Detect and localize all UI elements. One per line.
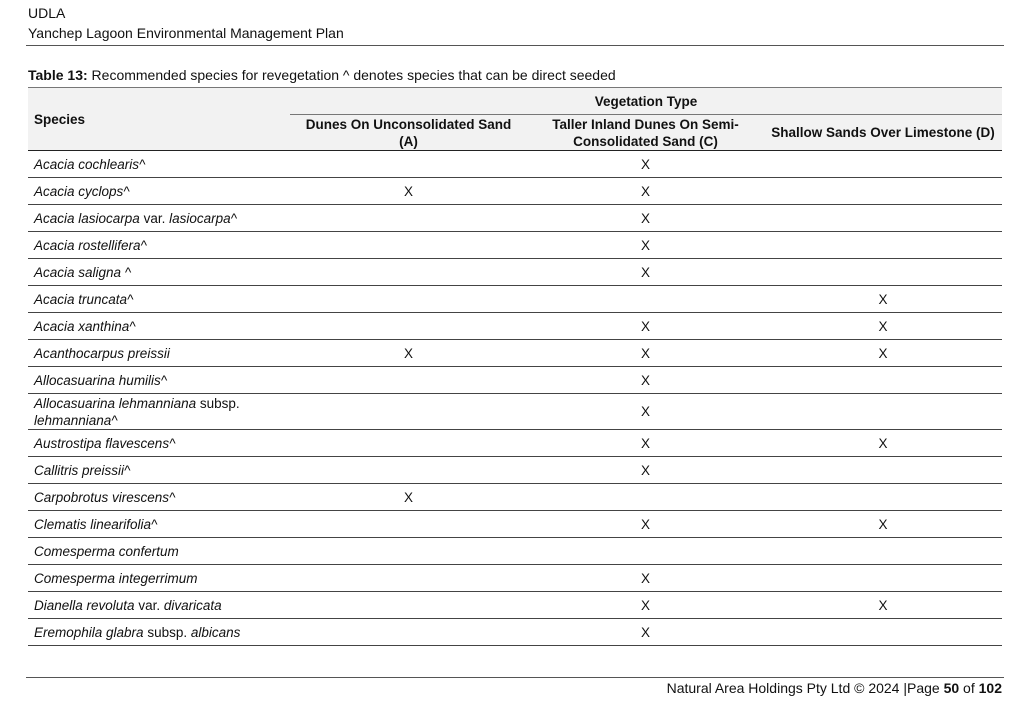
table-body	[28, 151, 1002, 646]
table-row	[28, 511, 1002, 538]
mark-col-d	[764, 484, 1002, 511]
mark-col-d	[764, 457, 1002, 484]
species-name-part: lehmanniana^	[34, 412, 118, 428]
mark-col-c: X	[527, 430, 764, 457]
species-name	[28, 340, 290, 367]
species-column-header: Species	[28, 88, 290, 151]
table-row	[28, 538, 1002, 565]
mark-col-d: X	[764, 592, 1002, 619]
species-name	[28, 286, 290, 313]
table-row	[28, 286, 1002, 313]
mark-col-d	[764, 205, 1002, 232]
mark-col-c: X	[527, 151, 764, 178]
mark-col-c	[527, 538, 764, 565]
mark-col-d: X	[764, 286, 1002, 313]
mark-col-a	[290, 619, 527, 646]
mark-col-a	[290, 538, 527, 565]
table-row	[28, 430, 1002, 457]
species-name-part: Acacia saligna ^	[34, 264, 132, 280]
mark-col-a	[290, 457, 527, 484]
species-name-part: albicans	[190, 624, 241, 640]
mark-col-d	[764, 178, 1002, 205]
mark-col-d	[764, 259, 1002, 286]
species-name	[28, 592, 290, 619]
species-name-part: Acacia cyclops^	[34, 183, 130, 199]
mark-col-c	[527, 286, 764, 313]
mark-col-d	[764, 619, 1002, 646]
species-name	[28, 151, 290, 178]
mark-col-a	[290, 286, 527, 313]
page-total: 102	[978, 680, 1002, 696]
mark-col-d	[764, 538, 1002, 565]
mark-col-a	[290, 205, 527, 232]
table-row	[28, 592, 1002, 619]
table-row	[28, 259, 1002, 286]
table-caption	[28, 66, 616, 84]
species-name-part: var.	[139, 210, 170, 226]
species-name-part: subsp.	[196, 395, 240, 411]
species-name	[28, 565, 290, 592]
species-name-part: Comesperma confertum	[34, 543, 179, 559]
table-row	[28, 367, 1002, 394]
species-name-part: Allocasuarina lehmanniana	[34, 395, 197, 411]
species-name	[28, 367, 290, 394]
vegetation-type-header: Vegetation Type	[290, 88, 1002, 115]
species-name-part: Acacia xanthina^	[34, 318, 136, 334]
column-header-c: Taller Inland Dunes On Semi-Consolidated Sand (C)	[527, 115, 764, 151]
header-title: Yanchep Lagoon Environmental Management Plan	[28, 25, 344, 41]
table-row	[28, 457, 1002, 484]
footer-of: of	[959, 680, 979, 696]
mark-col-d	[764, 565, 1002, 592]
mark-col-c: X	[527, 457, 764, 484]
species-name-part: divaricata	[163, 597, 222, 613]
mark-col-c: X	[527, 592, 764, 619]
species-name	[28, 232, 290, 259]
header-divider	[26, 45, 1004, 46]
table-row	[28, 232, 1002, 259]
species-name-part: lasiocarpa^	[169, 210, 237, 226]
table-row	[28, 484, 1002, 511]
species-name-part: Comesperma integerrimum	[34, 570, 198, 586]
mark-col-a	[290, 151, 527, 178]
header-org: UDLA	[28, 5, 66, 21]
mark-col-a	[290, 430, 527, 457]
species-name	[28, 484, 290, 511]
species-name-part: var.	[134, 597, 164, 613]
species-name	[28, 394, 290, 430]
mark-col-a	[290, 232, 527, 259]
species-name	[28, 259, 290, 286]
species-name	[28, 178, 290, 205]
species-name	[28, 538, 290, 565]
table-row	[28, 178, 1002, 205]
table-row	[28, 565, 1002, 592]
mark-col-c: X	[527, 205, 764, 232]
species-name	[28, 205, 290, 232]
species-name-part: Allocasuarina humilis^	[34, 372, 168, 388]
mark-col-a: X	[290, 484, 527, 511]
table-row	[28, 205, 1002, 232]
table-header-row-1	[28, 88, 1002, 115]
mark-col-c: X	[527, 259, 764, 286]
mark-col-a	[290, 259, 527, 286]
mark-col-c: X	[527, 565, 764, 592]
column-header-a: Dunes On Unconsolidated Sand (A)	[290, 115, 527, 151]
mark-col-a	[290, 367, 527, 394]
mark-col-a: X	[290, 178, 527, 205]
mark-col-d: X	[764, 430, 1002, 457]
page-footer	[667, 678, 1002, 698]
species-name-part: Callitris preissii^	[34, 462, 131, 478]
species-name-part: Dianella revoluta	[34, 597, 135, 613]
mark-col-a	[290, 565, 527, 592]
mark-col-c: X	[527, 340, 764, 367]
species-name-part: subsp.	[143, 624, 191, 640]
mark-col-a	[290, 511, 527, 538]
mark-col-d	[764, 232, 1002, 259]
mark-col-d	[764, 394, 1002, 430]
page-header	[28, 3, 344, 43]
mark-col-a	[290, 313, 527, 340]
species-name	[28, 619, 290, 646]
mark-col-a: X	[290, 340, 527, 367]
species-name-part: Clematis linearifolia^	[34, 516, 158, 532]
species-name-part: Eremophila glabra	[34, 624, 144, 640]
mark-col-a	[290, 394, 527, 430]
mark-col-c: X	[527, 178, 764, 205]
species-name-part: Acacia rostellifera^	[34, 237, 147, 253]
species-name-part: Austrostipa flavescens^	[34, 435, 176, 451]
caption-text: Recommended species for revegetation ^ denotes species that can be direct seeded	[87, 67, 616, 83]
table-row	[28, 394, 1002, 430]
table-row	[28, 340, 1002, 367]
species-name-part: Acacia lasiocarpa	[34, 210, 140, 226]
caption-label: Table 13:	[28, 67, 88, 83]
species-name-part: Acacia truncata^	[34, 291, 134, 307]
mark-col-c: X	[527, 232, 764, 259]
column-header-d: Shallow Sands Over Limestone (D)	[764, 115, 1002, 151]
mark-col-c	[527, 484, 764, 511]
mark-col-c: X	[527, 367, 764, 394]
mark-col-c: X	[527, 619, 764, 646]
species-name	[28, 430, 290, 457]
species-name	[28, 457, 290, 484]
table-row	[28, 151, 1002, 178]
mark-col-c: X	[527, 313, 764, 340]
mark-col-d: X	[764, 313, 1002, 340]
mark-col-d: X	[764, 340, 1002, 367]
species-name	[28, 511, 290, 538]
mark-col-d	[764, 151, 1002, 178]
species-table	[28, 87, 1002, 646]
mark-col-d	[764, 367, 1002, 394]
footer-text: Natural Area Holdings Pty Ltd © 2024 |Page	[666, 680, 944, 696]
species-name-part: Acanthocarpus preissii	[34, 345, 170, 361]
species-name-part: Carpobrotus virescens^	[34, 489, 176, 505]
species-name	[28, 313, 290, 340]
mark-col-c: X	[527, 511, 764, 538]
mark-col-a	[290, 592, 527, 619]
mark-col-d: X	[764, 511, 1002, 538]
table-row	[28, 619, 1002, 646]
table-row	[28, 313, 1002, 340]
mark-col-c: X	[527, 394, 764, 430]
species-name-part: Acacia cochlearis^	[34, 156, 146, 172]
page-number: 50	[943, 680, 960, 696]
